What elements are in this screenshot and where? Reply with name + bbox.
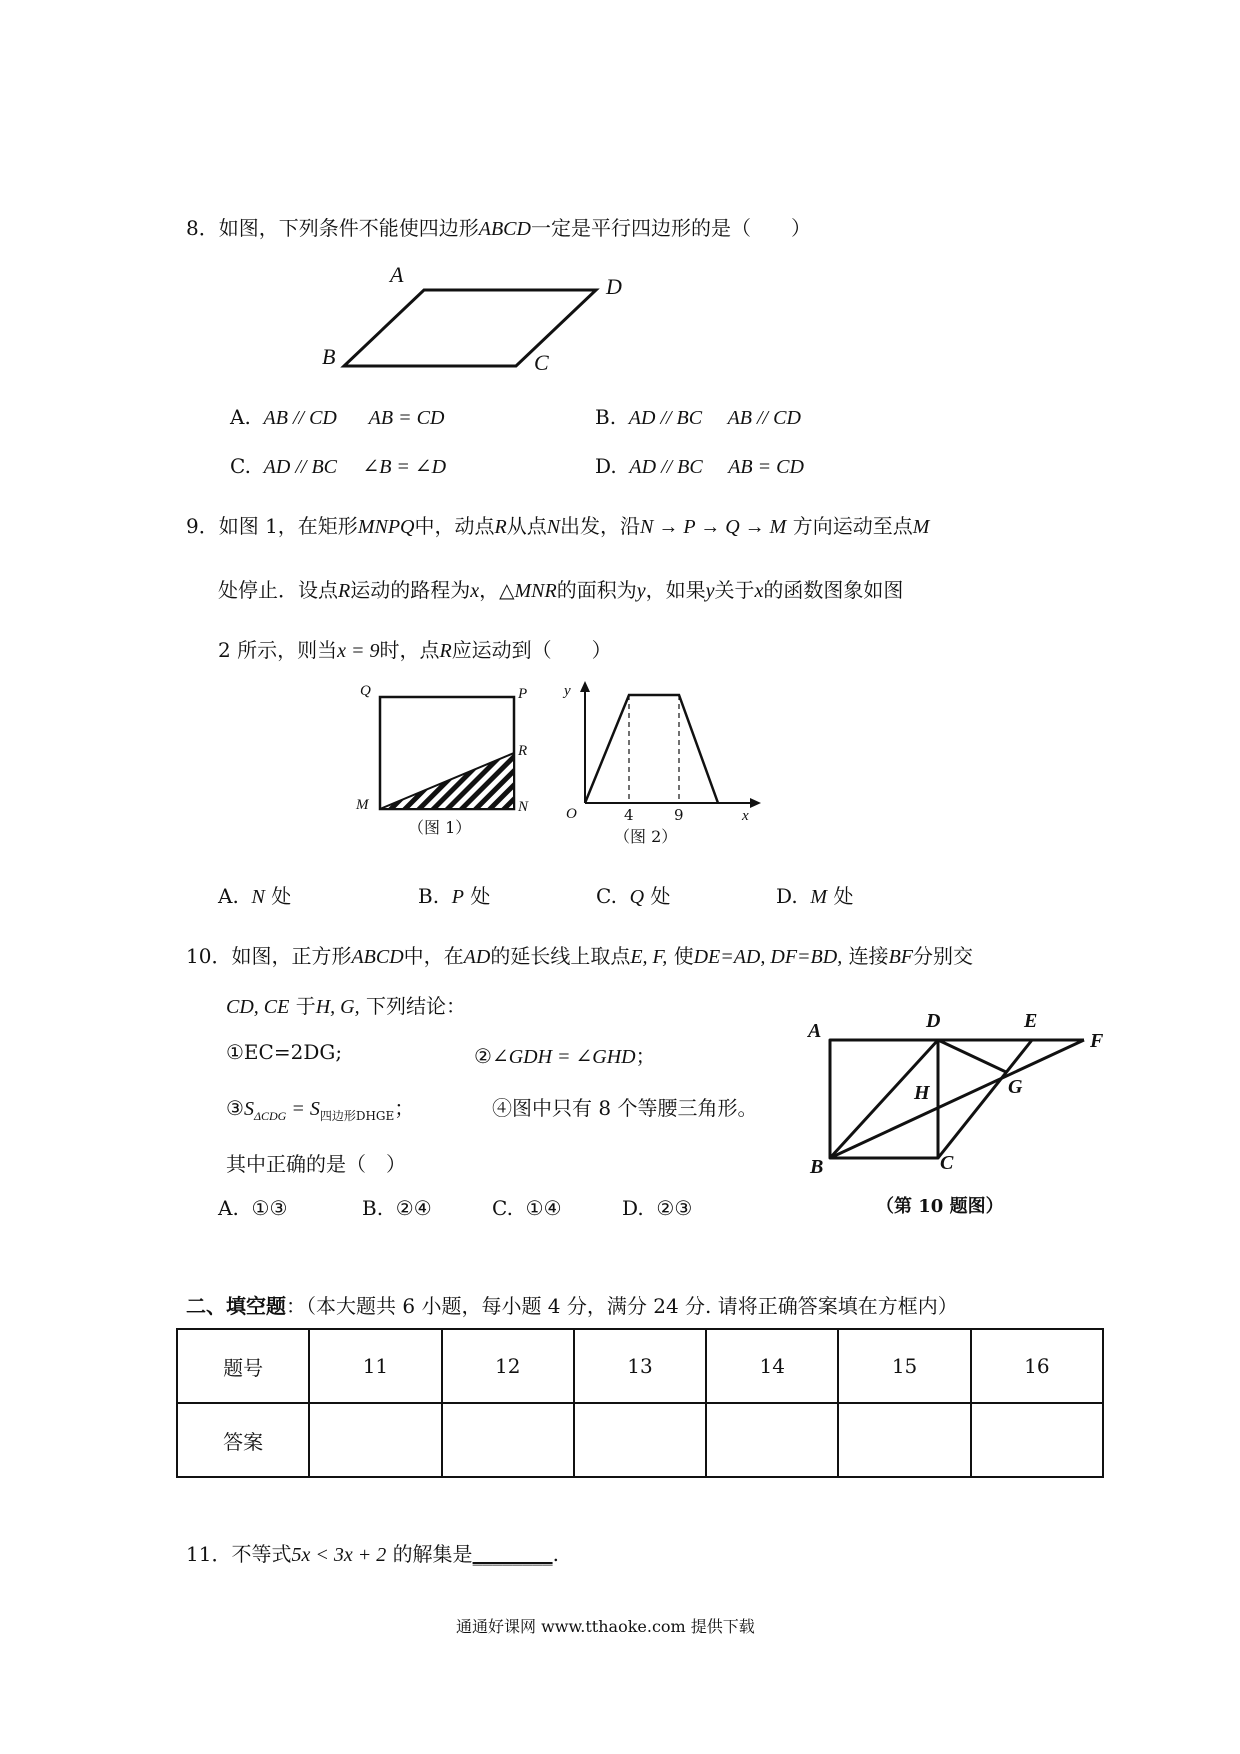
fig10-label-H: H — [914, 1082, 930, 1104]
q10-line2: CD, CE 于H, G, 下列结论： — [226, 994, 466, 1018]
answer-cell[interactable] — [442, 1403, 574, 1477]
shaded-triangle-MNR — [380, 753, 514, 809]
fig2-label-O: O — [566, 806, 577, 822]
q10-line1: 10．如图，正方形ABCD中，在AD的延长线上取点E, F, 使DE=AD, DF=BD, 连接BF分别交 — [186, 944, 973, 968]
q9-option-b: B. P 处 — [418, 884, 491, 908]
fig10-label-A: A — [808, 1020, 822, 1042]
answer-table-number: 13 — [574, 1329, 706, 1403]
q10-option-a: A. ①③ — [218, 1196, 288, 1220]
q10-ask: 其中正确的是（ ） — [226, 1152, 406, 1176]
q10-conclusion-1: ①EC=2DG; — [226, 1040, 343, 1064]
fig10-label-C: C — [940, 1152, 954, 1174]
fig2-label-y: y — [564, 683, 571, 699]
fig1-label-P: P — [518, 686, 528, 702]
fig1-label-N: N — [518, 799, 529, 815]
fig1-label-R: R — [518, 743, 528, 759]
answer-table-answer-row — [177, 1403, 1103, 1477]
q9-option-d: D. M 处 — [776, 884, 854, 908]
line-BF — [830, 1040, 1084, 1158]
answer-table-number: 14 — [706, 1329, 838, 1403]
fig10-caption: （第 10 题图） — [876, 1196, 1004, 1217]
q8-option-b: B. AD // BC AB // CD — [595, 405, 801, 429]
q9-line2: 处停止．设点R运动的路程为x，△MNR的面积为y，如果y关于x的函数图象如图 — [218, 578, 904, 602]
fig2-tick-4: 4 — [624, 806, 634, 824]
answer-table-row-header: 答案 — [177, 1403, 309, 1477]
fig2-function-graph — [585, 695, 718, 803]
answer-table-row-header: 题号 — [177, 1329, 309, 1403]
q8-label-C: C — [534, 350, 549, 375]
q8-label-A: A — [390, 262, 404, 287]
answer-table-number: 16 — [971, 1329, 1103, 1403]
answer-table-number: 15 — [838, 1329, 970, 1403]
line-DG — [938, 1040, 1006, 1072]
answer-table — [176, 1328, 1104, 1478]
answer-cell[interactable] — [971, 1403, 1103, 1477]
fig10-label-G: G — [1008, 1076, 1023, 1098]
answer-table-number: 12 — [442, 1329, 574, 1403]
fig10-label-B: B — [810, 1156, 824, 1178]
q10-figure — [820, 1020, 1110, 1180]
q9-option-c: C. Q 处 — [596, 884, 671, 908]
q10-option-b: B. ②④ — [362, 1196, 432, 1220]
q8-parallelogram-figure — [320, 270, 640, 380]
answer-table-number: 11 — [309, 1329, 441, 1403]
q10-option-d: D. ②③ — [622, 1196, 693, 1220]
fig1-label-Q: Q — [360, 683, 371, 699]
q8-option-c: C. AD // BC ∠B = ∠D — [230, 454, 447, 478]
page-footer: 通通好课网 www.tthaoke.com 提供下载 — [456, 1617, 755, 1636]
q8-option-a: A. AB // CD AB = CD — [230, 405, 445, 429]
q10-option-c: C. ①④ — [492, 1196, 562, 1220]
fig10-label-D: D — [926, 1010, 941, 1032]
fig2-label-x: x — [742, 808, 749, 824]
fig10-label-E: E — [1024, 1010, 1038, 1032]
line-CE — [938, 1040, 1032, 1158]
q11-blank[interactable]: ________ — [472, 1542, 553, 1566]
fig10-label-F: F — [1090, 1030, 1104, 1052]
q8-option-d: D. AD // BC AB = CD — [595, 454, 804, 478]
q9-option-a: A. N 处 — [218, 884, 292, 908]
answer-cell[interactable] — [838, 1403, 970, 1477]
q9-line3: 2 所示，则当x = 9时，点R应运动到（ ） — [218, 638, 612, 662]
q10-conclusion-2: ②∠GDH = ∠GHD； — [474, 1044, 656, 1068]
q9-figure-1 — [370, 685, 520, 825]
q9-line1: 9．如图 1，在矩形MNPQ中，动点R从点N出发，沿N → P → Q → M 方向运动至点M — [186, 514, 930, 538]
section2-heading: 二、填空题：（本大题共 6 小题，每小题 4 分，满分 24 分. 请将正确答案填在方框内） — [186, 1294, 958, 1318]
q8-label-D: D — [606, 274, 622, 299]
fig1-label-M: M — [356, 797, 369, 813]
fig2-caption: （图 2） — [614, 827, 678, 846]
q10-conclusion-3: $③S_{\Delta CDG} = S_{四边形DHGE}$； — [226, 1096, 415, 1123]
answer-cell[interactable] — [309, 1403, 441, 1477]
fig2-tick-9: 9 — [674, 806, 684, 824]
q11-stem: 11．不等式5x < 3x + 2 的解集是________. — [186, 1542, 559, 1566]
answer-cell[interactable] — [706, 1403, 838, 1477]
q9-figure-2 — [575, 680, 765, 820]
parallelogram-ABCD — [344, 290, 596, 366]
answer-table-header-row — [177, 1329, 1103, 1403]
fig1-caption: （图 1） — [408, 818, 472, 837]
q8-stem: 8．如图，下列条件不能使四边形ABCD一定是平行四边形的是（ ） — [186, 216, 811, 240]
q10-conclusion-4: ④图中只有 8 个等腰三角形。 — [492, 1096, 758, 1120]
answer-cell[interactable] — [574, 1403, 706, 1477]
q8-label-B: B — [322, 344, 336, 369]
